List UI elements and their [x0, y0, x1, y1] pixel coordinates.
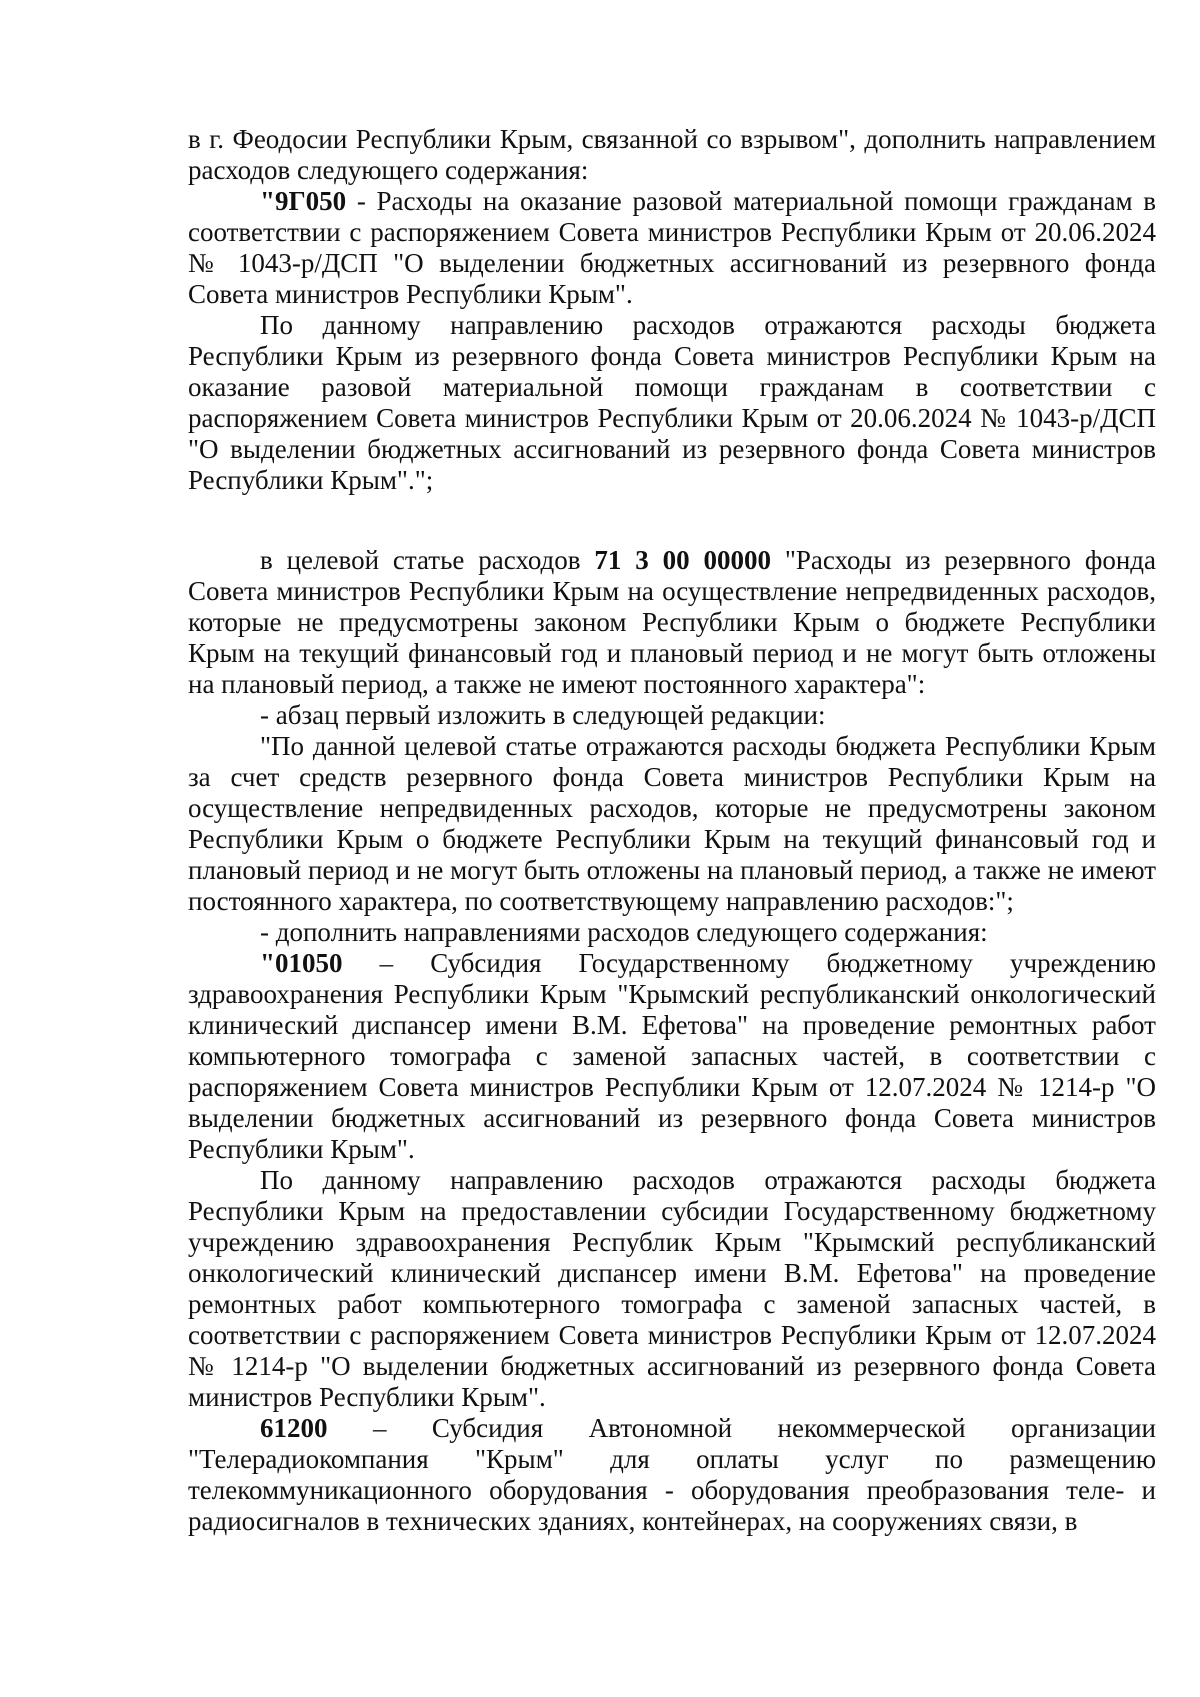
paragraph-61200-text: – Субсидия Автономной некоммерческой организации "Телерадиокомпания "Крым" для оплаты услуг по размещению телекоммуникационного оборудования - оборудования преобразования теле- и радиосигналов в технических зданиях, контейнерах, на сооружениях связи, в [188, 1413, 1156, 1536]
paragraph-add-directions [188, 917, 1156, 948]
new-wording-text: "По данной целевой статье отражаются расходы бюджета Республики Крым за счет средств резервного фонда Совета министров Республики Крым на осуществление непредвиденных расходов, которые не предусмотрены законом Республики Крым о бюджете Республики Крым на текущий финансовый год и плановый период и не могут быть отложены на плановый период, а также не имеют постоянного характера, по соответствующему направлению расходов:"; [188, 731, 1156, 916]
paragraph-1-text: в г. Феодосии Республики Крым, связанной со взрывом", дополнить направлением расходов следующего содержания: [188, 124, 1156, 185]
paragraph-target-article [188, 545, 1156, 700]
first-paragraph-note-text: - абзац первый изложить в следующей редакции: [260, 700, 826, 730]
target-article-pre: в целевой статье расходов [260, 545, 595, 575]
paragraph-new-wording [188, 731, 1156, 917]
code-71-3-00-00000: 71 3 00 00000 [594, 545, 771, 575]
code-01050: "01050 [260, 948, 343, 978]
document-body [188, 124, 1156, 1537]
paragraph-9g050-description-text: По данному направлению расходов отражаются расходы бюджета Республики Крым из резервного фонда Совета министров Республики Крым на оказание разовой материальной помощи гражданам в соответствии с распоряжением Совета министров Республики Крым от 20.06.2024 № 1043-р/ДСП "О выделении бюджетных ассигнований из резервного фонда Совета министров Республики Крым"."; [188, 310, 1156, 495]
code-9g050: "9Г050 [260, 186, 347, 216]
paragraph-61200 [188, 1413, 1156, 1537]
paragraph-01050-description [188, 1165, 1156, 1413]
paragraph-9g050 [188, 186, 1156, 310]
code-61200: 61200 [260, 1413, 328, 1443]
paragraph-1 [188, 124, 1156, 186]
target-article-text: "Расходы из резервного фонда Совета министров Республики Крым на осуществление непредвиденных расходов, которые не предусмотрены законом Республики Крым о бюджете Республики Крым на текущий финансовый год и плановый период и не могут быть отложены на плановый период, а также не имеют постоянного характера": [188, 545, 1156, 699]
paragraph-01050 [188, 948, 1156, 1165]
paragraph-01050-description-text: По данному направлению расходов отражаются расходы бюджета Республики Крым на предоставлении субсидии Государственному бюджетному учреждению здравоохранения Республик Крым "Крымский республиканский онкологический клинический диспансер имени В.М. Ефетова" на проведение ремонтных работ компьютерного томографа с заменой запасных частей, в соответствии с распоряжением Совета министров Республики Крым от 12.07.2024 № 1214-р "О выделении бюджетных ассигнований из резервного фонда Совета министров Республики Крым". [188, 1165, 1156, 1412]
paragraph-9g050-text: - Расходы на оказание разовой материальной помощи гражданам в соответствии с распоряжением Совета министров Республики Крым от 20.06.2024 № 1043-р/ДСП "О выделении бюджетных ассигнований из резервного фонда Совета министров Республики Крым". [188, 186, 1156, 309]
paragraph-01050-text: – Субсидия Государственному бюджетному учреждению здравоохранения Республики Крым "Крымский республиканский онкологический клинический диспансер имени В.М. Ефетова" на проведение ремонтных работ компьютерного томографа с заменой запасных частей, в соответствии с распоряжением Совета министров Республики Крым от 12.07.2024 № 1214-р "О выделении бюджетных ассигнований из резервного фонда Совета министров Республики Крым". [188, 948, 1156, 1164]
add-directions-text: - дополнить направлениями расходов следующего содержания: [260, 917, 988, 947]
paragraph-gap [188, 496, 1156, 545]
paragraph-9g050-description [188, 310, 1156, 496]
paragraph-first-paragraph-note [188, 700, 1156, 731]
